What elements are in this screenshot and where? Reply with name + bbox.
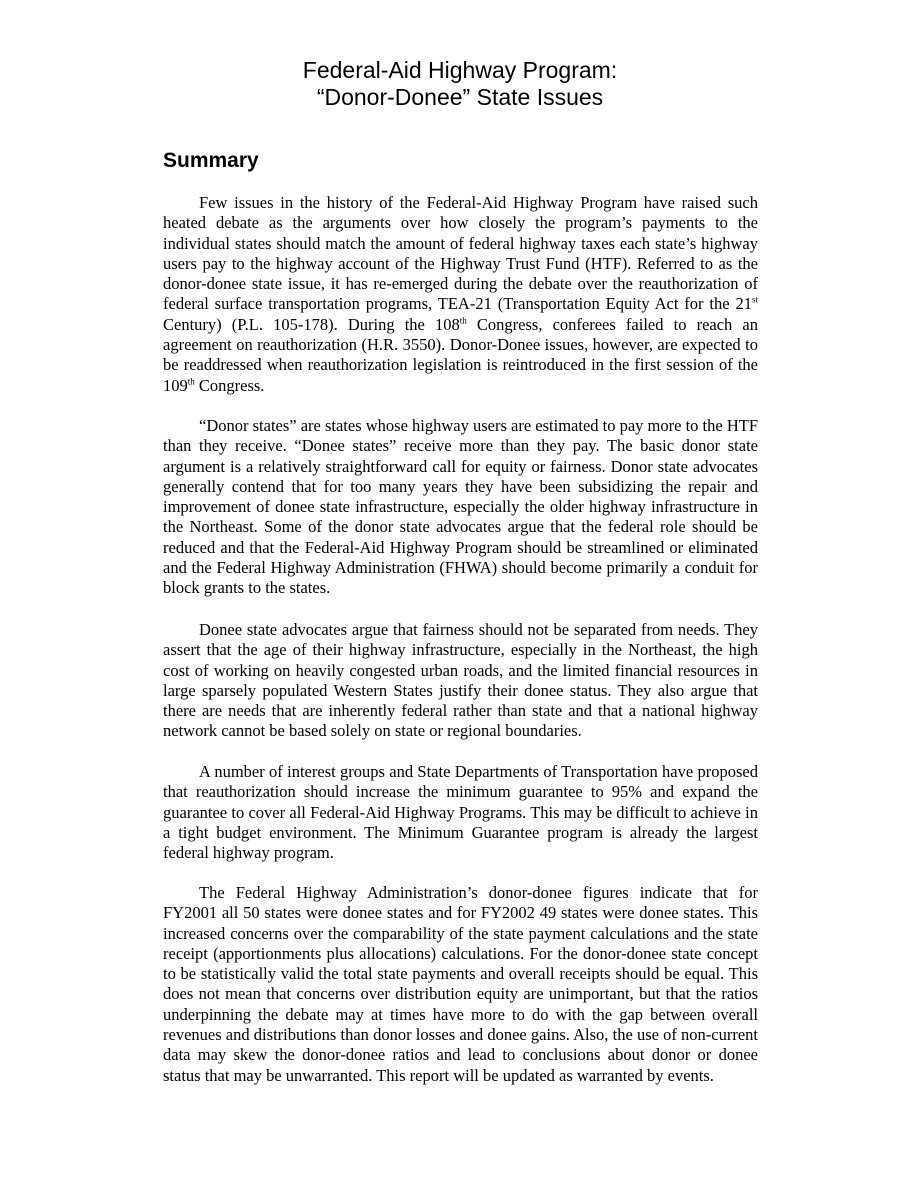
- superscript-st: st: [751, 294, 758, 305]
- summary-paragraph-5: The Federal Highway Administration’s donor-donee figures indicate that for FY2001 all 50 states were donee states and for FY2002 49 states were donee states. This increased concerns over the comparability of the state payment calculations and the state receipt (apportionments plus allocations) calculations. For the donor-donee state concept to be statistically valid the total state payments and overall receipts should be equal. This does not mean that concerns over distribution equity are unimportant, but that the ratios underpinning the debate may at times have more to do with the gap between overall revenues and distributions than donor losses and donee gains. Also, the use of non-current data may skew the donor-donee ratios and lead to conclusions about donor or donee status that may be unwarranted. This report will be updated as warranted by events.: [163, 883, 758, 1085]
- document-title-line2: “Donor-Donee” State Issues: [316, 84, 604, 110]
- document-title-line1: Federal-Aid Highway Program:: [302, 57, 618, 83]
- summary-paragraph-3: Donee state advocates argue that fairness should not be separated from needs. They assert that the age of their highway infrastructure, especially in the Northeast, the high cost of working on heavily congested urban roads, and the limited financial resources in large sparsely populated Western States justify their donee status. They also argue that there are needs that are inherently federal rather than state and that a national highway network cannot be based solely on state or regional boundaries.: [163, 620, 758, 741]
- summary-paragraph-4: A number of interest groups and State Departments of Transportation have proposed that reauthorization should increase the minimum guarantee to 95% and expand the guarantee to cover all Federal-Aid Highway Programs. This may be difficult to achieve in a tight budget environment. The Minimum Guarantee program is already the largest federal highway program.: [163, 762, 758, 863]
- superscript-th: th: [459, 315, 467, 326]
- section-heading-summary: Summary: [163, 149, 259, 172]
- paragraph-1-text-b: Century) (P.L. 105-178). During the 108: [163, 314, 460, 334]
- paragraph-1-text-c: Congress, conferees failed to reach an agreement on reauthorization (H.R. 3550). Donor-Donee issues, however, are expected to be readdressed when reauthorization legislation is reintroduced in the first session of the 109: [163, 314, 759, 395]
- summary-paragraph-1: [163, 193, 758, 396]
- paragraph-1-text-d: Congress.: [194, 375, 265, 395]
- paragraph-1-text-a: Few issues in the history of the Federal-Aid Highway Program have raised such heated debate as the arguments over how closely the program’s payments to the individual states should match the amount of federal highway taxes each state’s highway users pay to the highway account of the Highway Trust Fund (HTF). Referred to as the donor-donee state issue, it has re-emerged during the debate over the reauthorization of federal surface transportation programs, TEA-21 (Transportation Equity Act for the 21: [163, 193, 758, 314]
- summary-paragraph-2: “Donor states” are states whose highway users are estimated to pay more to the HTF than they receive. “Donee states” receive more than they pay. The basic donor state argument is a relatively straightforward call for equity or fairness. Donor state advocates generally contend that for too many years they have been subsidizing the repair and improvement of donee state infrastructure, especially the older highway infrastructure in the Northeast. Some of the donor state advocates argue that the federal role should be reduced and that the Federal-Aid Highway Program should be streamlined or eliminated and the Federal Highway Administration (FHWA) should become primarily a conduit for block grants to the states.: [163, 416, 759, 598]
- superscript-th-2: th: [187, 376, 195, 387]
